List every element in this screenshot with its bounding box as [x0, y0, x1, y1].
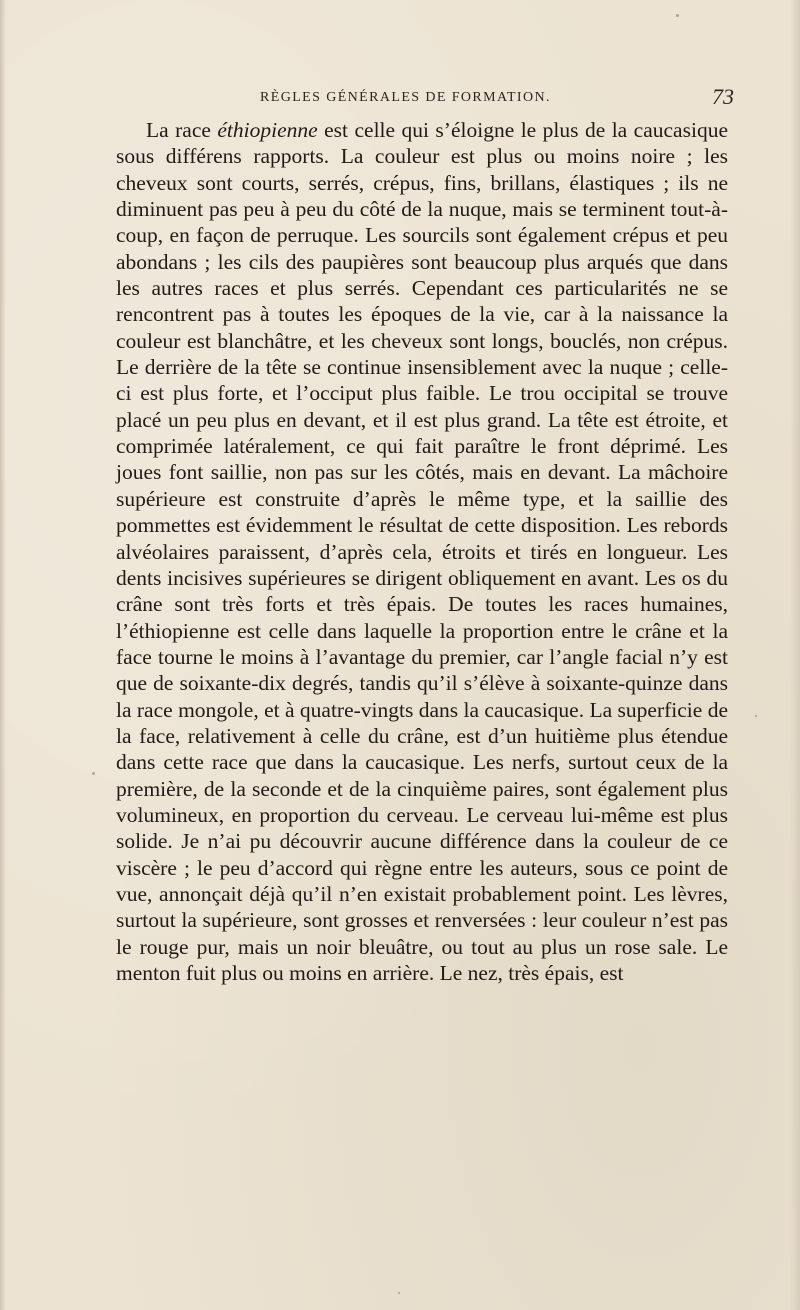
body-paragraph [116, 117, 728, 986]
speck [676, 14, 679, 17]
page-edge-shadow-right [790, 0, 800, 1310]
speck [398, 1292, 400, 1294]
page-number: 73 [712, 84, 734, 109]
page-header [260, 84, 740, 114]
speck [92, 772, 95, 775]
running-head: RÈGLES GÉNÉRALES DE FORMATION. [260, 90, 551, 105]
paragraph-start: La race [146, 118, 218, 142]
paragraph-text: est celle qui s’éloigne le plus de la caucasique sous différens rapports. La couleur est plus ou moins noire ; les cheveux sont courts, serrés, crépus, fins, brillans, élastiques ; ils ne diminuent pas peu à peu du côté de la nuque, mais se terminent tout-à-coup, en façon de perruque. Les sourcils sont également crépus et peu abondans ; les cils des paupières sont beaucoup plus arqués que dans les autres races et plus serrés. Cependant ces particularités ne se rencontrent pas à toutes les époques de la vie, car à la naissance la couleur est blanchâtre, et les cheveux sont longs, bouclés, non crépus. Le derrière de la tête se continue insensiblement avec la nuque ; celle-ci est plus forte, et l’occiput plus faible. Le trou occipital se trouve placé un peu plus en devant, et il est plus grand. La tête est étroite, et comprimée latéralement, ce qui fait paraître le front déprimé. Les joues font saillie, non pas sur les côtés, mais en devant. La mâchoire supérieure est construite d’après le même type, et la saillie des pommettes est évidemment le résultat de cette disposition. Les rebords alvéolaires paraissent, d’après cela, étroits et tirés en longueur. Les dents incisives supérieures se dirigent obliquement en avant. Les os du crâne sont très forts et très épais. De toutes les races humaines, l’éthiopienne est celle dans laquelle la proportion entre le crâne et la face tourne le moins à l’avantage du premier, car l’angle facial n’y est que de soixante-dix degrés, tandis qu’il s’élève à soixante-quinze dans la race mongole, et à quatre-vingts dans la caucasique. La superficie de la face, relativement à celle du crâne, est d’un huitième plus étendue dans cette race que dans la caucasique. Les nerfs, surtout ceux de la première, de la seconde et de la cinquième paires, sont également plus volumineux, en proportion du cerveau. Le cerveau lui-même est plus solide. Je n’ai pu découvrir aucune différence dans la couleur de ce viscère ; le peu d’accord qui règne entre les auteurs, sous ce point de vue, annonçait déjà qu’il n’en existait probablement point. Les lèvres, surtout la supérieure, sont grosses et renversées : leur couleur n’est pas le rouge pur, mais un noir bleuâtre, ou tout au plus un rose sale. Le menton fuit plus ou moins en arrière. Le nez, très épais, est [116, 118, 728, 985]
speck [755, 715, 757, 717]
page-edge-shadow-left [0, 0, 6, 1310]
italic-term: éthiopienne [217, 118, 318, 142]
